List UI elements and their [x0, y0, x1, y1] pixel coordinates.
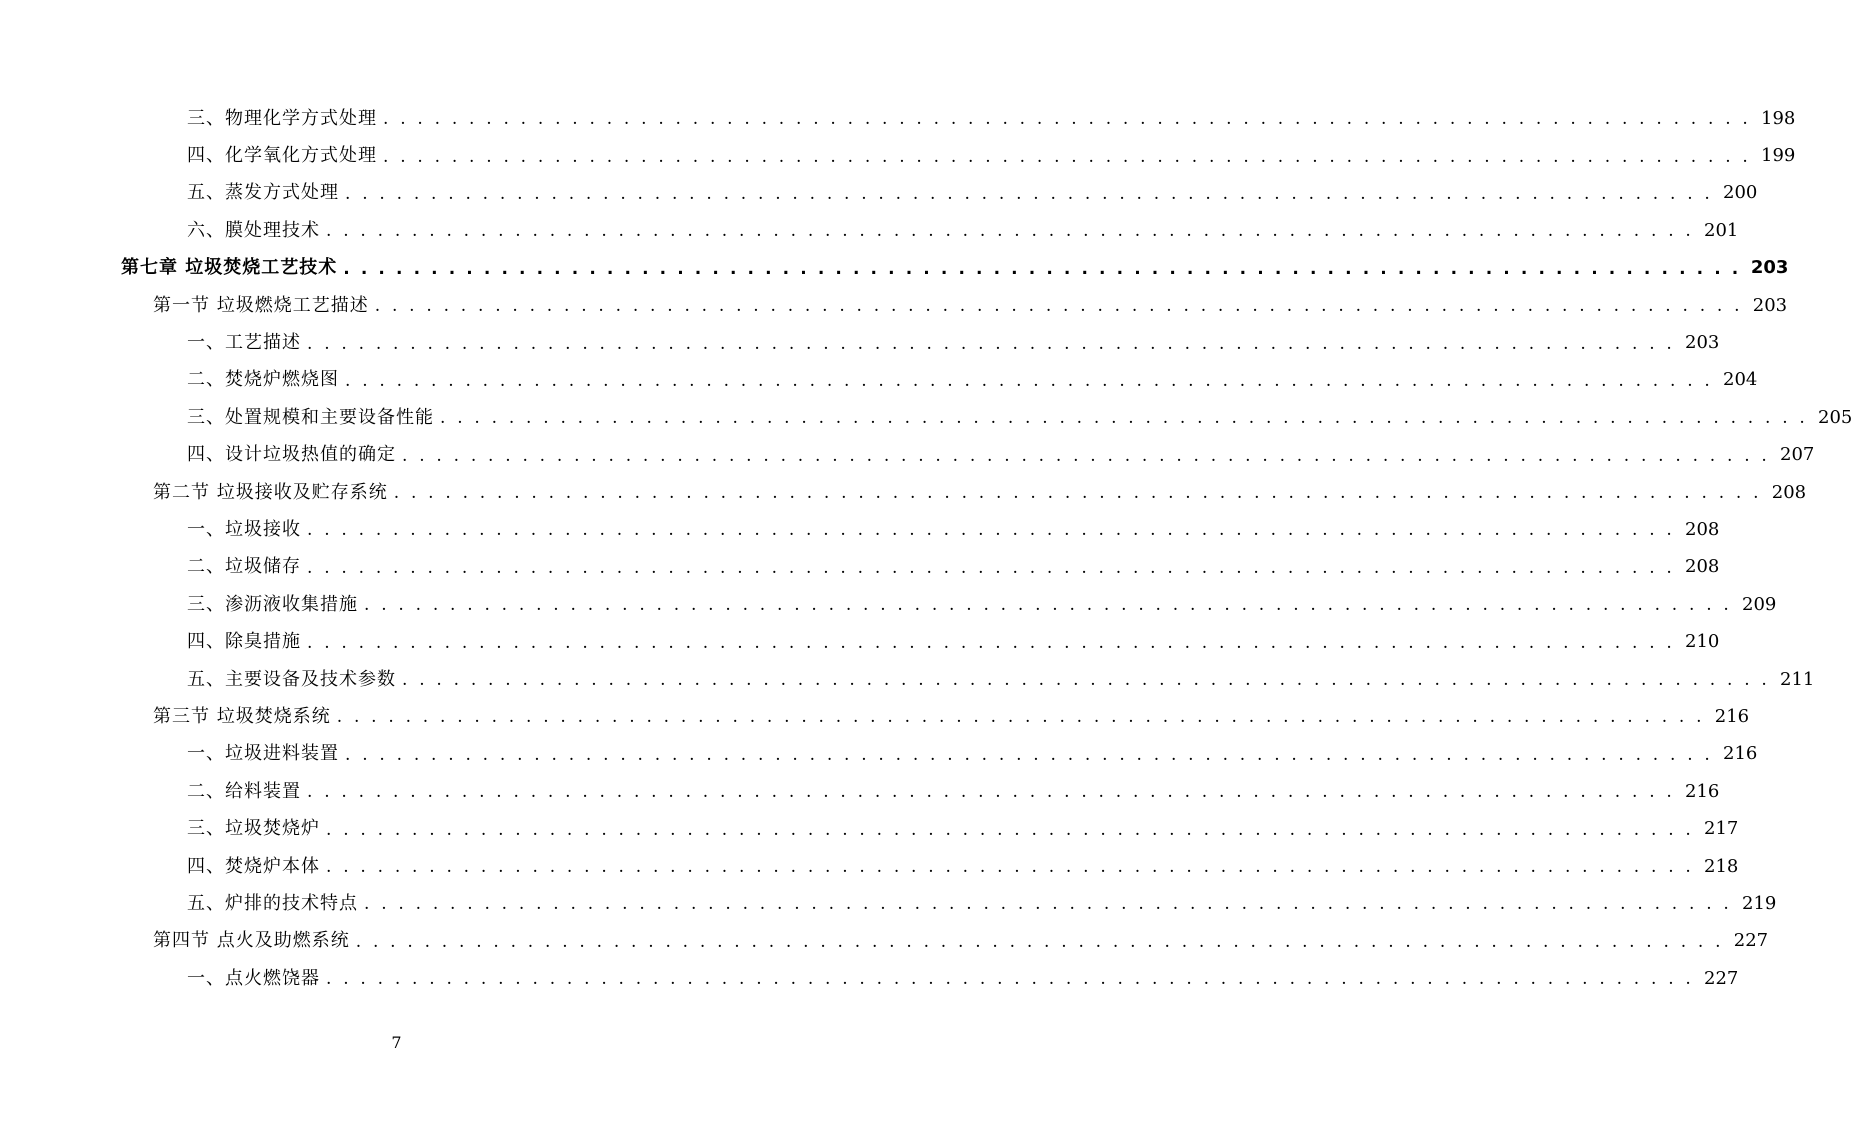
toc-entry-title: 五、蒸发方式处理: [187, 182, 339, 204]
toc-entry-item[interactable]: [0, 100, 1796, 137]
toc-entry-page: 199: [1761, 145, 1796, 167]
toc-entry-item[interactable]: [0, 175, 1758, 212]
toc-entry-item[interactable]: [0, 511, 1720, 548]
toc-entry-item[interactable]: [0, 661, 1815, 698]
toc-entry-item[interactable]: [0, 623, 1720, 660]
toc-entry-title: 第二节 垃圾接收及贮存系统: [153, 481, 388, 503]
toc-entry-page: 205: [1818, 406, 1852, 428]
dot-leader: . . . . . . . . . . . . . . . . . . . . . . . . . . . . . . . . . . . . . . . . . . . . . . . . . . . . . . . . . . . . . . . . . . . . . . . . . . . . . . . .: [374, 296, 1743, 317]
toc-entry-page: 204: [1723, 369, 1758, 391]
dot-leader: . . . . . . . . . . . . . . . . . . . . . . . . . . . . . . . . . . . . . . . . . . . . . . . . . . . . . . . . . . . . . . . . . . . . . . . . . . . . . . . .: [307, 333, 1676, 354]
toc-entry-page: 201: [1704, 219, 1739, 241]
toc-entry-title: 三、渗沥液收集措施: [187, 593, 358, 615]
toc-entry-page: 203: [1752, 294, 1788, 316]
dot-leader: . . . . . . . . . . . . . . . . . . . . . . . . . . . . . . . . . . . . . . . . . . . . . . . . . . . . . . . . . . . . . . . . . . . . . . . . . . . . . . . .: [345, 370, 1714, 391]
dot-leader: . . . . . . . . . . . . . . . . . . . . . . . . . . . . . . . . . . . . . . . . . . . . . . . . . . . . . . . . . . . . . . . . . . . . . . . . . . . . . . . .: [326, 221, 1695, 242]
dot-leader: . . . . . . . . . . . . . . . . . . . . . . . . . . . . . . . . . . . . . . . . . . . . . . . . . . . . . . . . . . . . . . . . . . . . . . . . . . . . . . . .: [326, 819, 1695, 840]
toc-entry-page: 219: [1742, 892, 1777, 914]
toc-entry-title: 二、给料装置: [187, 780, 301, 802]
toc-entry-item[interactable]: [0, 885, 1777, 922]
toc-entry-title: 一、垃圾进料装置: [187, 743, 339, 765]
toc-entry-title: 三、处置规模和主要设备性能: [187, 406, 434, 428]
page-number: 7: [391, 1033, 402, 1052]
toc-entry-page: 203: [1750, 257, 1789, 279]
toc-entry-item[interactable]: [0, 324, 1720, 361]
toc-entry-item[interactable]: [0, 810, 1739, 847]
toc-entry-item[interactable]: [0, 362, 1758, 399]
toc-entry-page: 216: [1685, 780, 1720, 802]
dot-leader: . . . . . . . . . . . . . . . . . . . . . . . . . . . . . . . . . . . . . . . . . . . . . . . . . . . . . . . . . . . . . . . . . . . . . . . . . . . . . . . .: [336, 707, 1705, 728]
toc-entry-page: 217: [1704, 818, 1739, 840]
toc-entry-page: 208: [1771, 481, 1807, 503]
dot-leader: . . . . . . . . . . . . . . . . . . . . . . . . . . . . . . . . . . . . . . . . . . . . . . . . . . . . . . . . . . . . . . . . . . . . . . . . . . . . . . . .: [326, 857, 1695, 877]
toc-entry-item[interactable]: [0, 212, 1739, 249]
toc-entry-title: 第七章 垃圾焚烧工艺技术: [121, 257, 338, 279]
toc-entry-item[interactable]: [0, 437, 1815, 474]
toc-entry-title: 一、工艺描述: [187, 332, 301, 354]
toc-entry-page: 203: [1685, 332, 1720, 354]
dot-leader: . . . . . . . . . . . . . . . . . . . . . . . . . . . . . . . . . . . . . . . . . . . . . . . . . . . . . . . . . . . . . . . . . . . . . . . . . . . . . . . .: [345, 744, 1714, 765]
toc-entry-chapter[interactable]: [0, 250, 1789, 287]
toc-entry-page: 209: [1742, 593, 1777, 615]
toc-entry-title: 五、主要设备及技术参数: [187, 668, 396, 690]
toc-entry-page: 211: [1780, 668, 1815, 690]
toc-entry-title: 第四节 点火及助燃系统: [153, 930, 350, 952]
toc-entry-item[interactable]: [0, 736, 1758, 773]
toc-entry-title: 二、垃圾储存: [187, 556, 301, 578]
toc-entry-title: 六、膜处理技术: [187, 219, 320, 241]
toc-entry-title: 五、炉排的技术特点: [187, 892, 358, 914]
table-of-contents: [0, 100, 1852, 997]
toc-entry-title: 四、设计垃圾热值的确定: [187, 444, 396, 466]
toc-entry-section[interactable]: [0, 474, 1807, 511]
dot-leader: . . . . . . . . . . . . . . . . . . . . . . . . . . . . . . . . . . . . . . . . . . . . . . . . . . . . . . . . . . . . . . . . . . . . . . . . . . . . . . . .: [402, 670, 1771, 691]
toc-entry-page: 208: [1685, 518, 1720, 540]
dot-leader: . . . . . . . . . . . . . . . . . . . . . . . . . . . . . . . . . . . . . . . . . . . . . . . . . . . . . . . . . . . . . . . . . . . . . . . . . . . . . . . .: [343, 258, 1741, 279]
toc-entry-item[interactable]: [0, 137, 1796, 174]
toc-entry-item[interactable]: [0, 773, 1720, 810]
toc-entry-page: 198: [1761, 107, 1796, 129]
dot-leader: . . . . . . . . . . . . . . . . . . . . . . . . . . . . . . . . . . . . . . . . . . . . . . . . . . . . . . . . . . . . . . . . . . . . . . . . . . . . . . . .: [345, 183, 1714, 204]
toc-entry-page: 227: [1704, 967, 1739, 989]
toc-entry-section[interactable]: [0, 287, 1788, 324]
toc-entry-title: 第三节 垃圾焚烧系统: [153, 705, 331, 727]
dot-leader: . . . . . . . . . . . . . . . . . . . . . . . . . . . . . . . . . . . . . . . . . . . . . . . . . . . . . . . . . . . . . . . . . . . . . . . . . . . . . . . .: [383, 109, 1752, 130]
toc-entry-page: 210: [1685, 631, 1720, 653]
dot-leader: . . . . . . . . . . . . . . . . . . . . . . . . . . . . . . . . . . . . . . . . . . . . . . . . . . . . . . . . . . . . . . . . . . . . . . . . . . . . . . . .: [307, 782, 1676, 803]
dot-leader: . . . . . . . . . . . . . . . . . . . . . . . . . . . . . . . . . . . . . . . . . . . . . . . . . . . . . . . . . . . . . . . . . . . . . . . . . . . . . . . .: [307, 520, 1676, 541]
toc-entry-item[interactable]: [0, 586, 1777, 623]
dot-leader: . . . . . . . . . . . . . . . . . . . . . . . . . . . . . . . . . . . . . . . . . . . . . . . . . . . . . . . . . . . . . . . . . . . . . . . . . . . . . . . .: [307, 557, 1676, 578]
dot-leader: . . . . . . . . . . . . . . . . . . . . . . . . . . . . . . . . . . . . . . . . . . . . . . . . . . . . . . . . . . . . . . . . . . . . . . . . . . . . . . . .: [364, 894, 1733, 915]
toc-entry-page: 200: [1723, 182, 1758, 204]
toc-entry-title: 一、垃圾接收: [187, 518, 301, 540]
toc-entry-page: 227: [1733, 930, 1769, 952]
toc-entry-page: 216: [1714, 705, 1750, 727]
toc-entry-page: 208: [1685, 556, 1720, 578]
dot-leader: . . . . . . . . . . . . . . . . . . . . . . . . . . . . . . . . . . . . . . . . . . . . . . . . . . . . . . . . . . . . . . . . . . . . . . . . . . . . . . . .: [383, 146, 1752, 167]
toc-entry-item[interactable]: [0, 960, 1739, 997]
toc-entry-section[interactable]: [0, 698, 1750, 735]
dot-leader: . . . . . . . . . . . . . . . . . . . . . . . . . . . . . . . . . . . . . . . . . . . . . . . . . . . . . . . . . . . . . . . . . . . . . . . . . . . . . . . .: [355, 931, 1724, 952]
dot-leader: . . . . . . . . . . . . . . . . . . . . . . . . . . . . . . . . . . . . . . . . . . . . . . . . . . . . . . . . . . . . . . . . . . . . . . . . . . . . . . . .: [440, 408, 1809, 429]
toc-entry-page: 218: [1704, 855, 1739, 877]
dot-leader: . . . . . . . . . . . . . . . . . . . . . . . . . . . . . . . . . . . . . . . . . . . . . . . . . . . . . . . . . . . . . . . . . . . . . . . . . . . . . . . .: [402, 445, 1771, 466]
dot-leader: . . . . . . . . . . . . . . . . . . . . . . . . . . . . . . . . . . . . . . . . . . . . . . . . . . . . . . . . . . . . . . . . . . . . . . . . . . . . . . . .: [326, 969, 1695, 990]
toc-entry-title: 三、物理化学方式处理: [187, 107, 377, 129]
toc-entry-item[interactable]: [0, 848, 1739, 885]
toc-entry-title: 第一节 垃圾燃烧工艺描述: [153, 294, 369, 316]
toc-entry-section[interactable]: [0, 923, 1769, 960]
dot-leader: . . . . . . . . . . . . . . . . . . . . . . . . . . . . . . . . . . . . . . . . . . . . . . . . . . . . . . . . . . . . . . . . . . . . . . . . . . . . . . . .: [364, 595, 1733, 616]
toc-entry-title: 三、垃圾焚烧炉: [187, 818, 320, 840]
toc-entry-page: 207: [1780, 444, 1815, 466]
toc-entry-title: 一、点火燃饶器: [187, 967, 320, 989]
toc-entry-page: 216: [1723, 743, 1758, 765]
dot-leader: . . . . . . . . . . . . . . . . . . . . . . . . . . . . . . . . . . . . . . . . . . . . . . . . . . . . . . . . . . . . . . . . . . . . . . . . . . . . . . . .: [307, 632, 1676, 653]
toc-entry-title: 四、焚烧炉本体: [187, 855, 320, 877]
toc-entry-title: 四、化学氧化方式处理: [187, 145, 377, 167]
toc-entry-title: 二、焚烧炉燃烧图: [187, 369, 339, 391]
toc-entry-title: 四、除臭措施: [187, 631, 301, 653]
toc-entry-item[interactable]: [0, 549, 1720, 586]
dot-leader: . . . . . . . . . . . . . . . . . . . . . . . . . . . . . . . . . . . . . . . . . . . . . . . . . . . . . . . . . . . . . . . . . . . . . . . . . . . . . . . .: [393, 483, 1762, 504]
toc-entry-item[interactable]: [0, 399, 1852, 436]
